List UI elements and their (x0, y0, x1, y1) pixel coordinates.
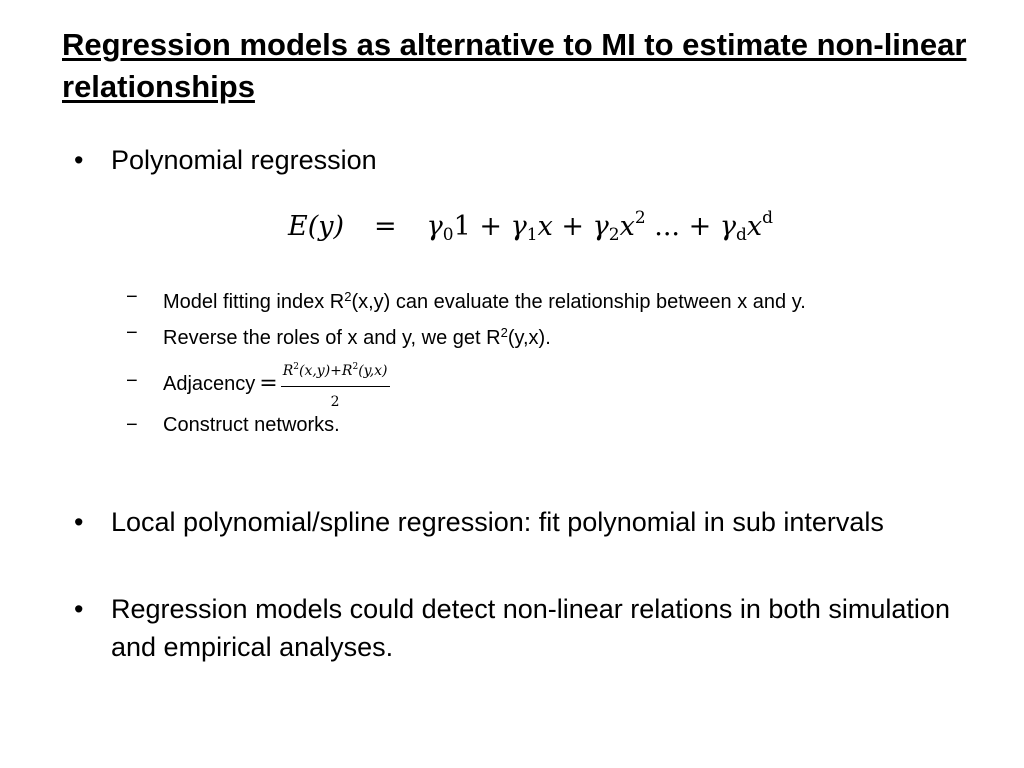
formula-gamma0: γ (426, 211, 443, 242)
dash-marker: − (126, 286, 138, 308)
formula-x: x (537, 211, 553, 242)
formula-gamma0-sub: 0 (442, 225, 454, 245)
bullet-marker: • (74, 145, 84, 175)
formula-plus: + (561, 211, 585, 242)
fraction-numerator (281, 354, 390, 387)
subitem-text: Model fitting index R (163, 291, 345, 313)
polynomial-formula (288, 208, 773, 245)
bullet-local-polynomial: Local polynomial/spline regression: fit polynomial in sub intervals (111, 507, 884, 537)
bullet-regression-models: Regression models could detect non-linear relations in both simulation and empirical analyses. (111, 594, 950, 662)
frac-args: (y,x) (358, 363, 388, 379)
formula-plus: + (479, 211, 503, 242)
adjacency-label: Adjacency (163, 372, 256, 395)
formula-x-d: x (746, 211, 763, 242)
formula-equals: = (374, 211, 397, 242)
bullet-marker: • (74, 594, 84, 624)
dash-marker: − (126, 370, 138, 392)
frac-sup: 2 (293, 362, 299, 372)
frac-r: R (341, 363, 353, 379)
fraction-denominator: 2 (330, 394, 340, 410)
frac-args: (x,y)+ (299, 363, 342, 379)
formula-gamma2-sub: 2 (608, 225, 620, 245)
formula-one: 1 (453, 211, 471, 242)
formula-gamma1: γ (510, 211, 527, 242)
subitem-text: Reverse the roles of x and y, we get R (163, 327, 501, 349)
dash-marker: − (126, 414, 138, 436)
formula-gammad: γ (719, 211, 736, 242)
formula-lhs: E(y) (288, 211, 345, 242)
bullet-polynomial-regression: Polynomial regression (111, 145, 377, 175)
subitem-text: (y,x). (507, 327, 551, 349)
superscript: 2 (500, 325, 508, 340)
subitem-construct-networks: Construct networks. (163, 414, 340, 436)
formula-gamma1-sub: 1 (526, 225, 538, 245)
formula-gamma2: γ (592, 211, 609, 242)
formula-x-d-sup: d (762, 208, 773, 228)
superscript: 2 (344, 289, 352, 304)
adjacency-equals: = (259, 370, 278, 396)
subitem-text: (x,y) can evaluate the relationship between x and y. (351, 291, 806, 313)
slide-title: Regression models as alternative to MI to estimate non-linear relationships (62, 27, 967, 104)
formula-gammad-sub: d (735, 225, 747, 245)
subitem-model-fitting (163, 284, 806, 315)
formula-x-squared: x (619, 211, 635, 242)
subitem-reverse-roles (163, 320, 551, 351)
dash-marker: − (126, 322, 138, 344)
adjacency-fraction (281, 354, 390, 415)
frac-sup: 2 (352, 362, 359, 372)
formula-x-squared-sup: 2 (634, 208, 646, 228)
bullet-marker: • (74, 507, 84, 537)
frac-r: R (282, 363, 294, 379)
formula-plus: + (688, 211, 712, 242)
subitem-adjacency (163, 354, 390, 415)
formula-dots: ... (654, 211, 681, 242)
